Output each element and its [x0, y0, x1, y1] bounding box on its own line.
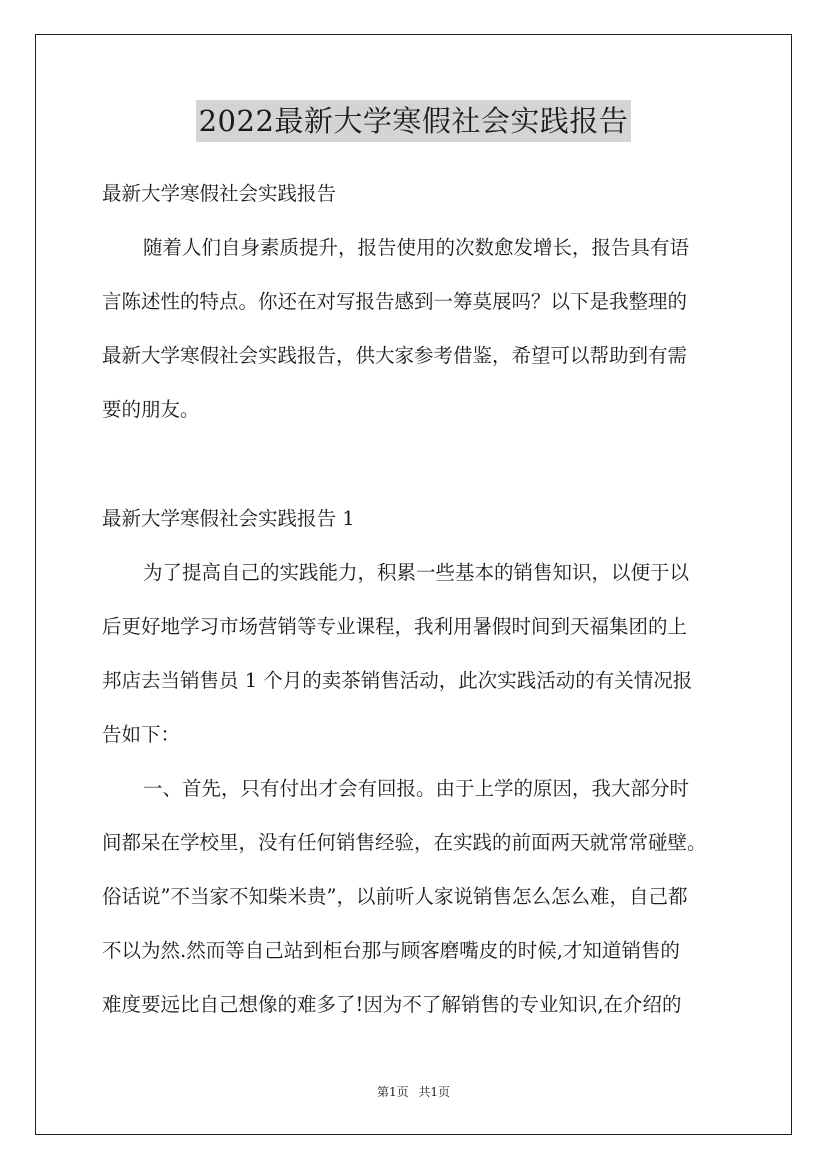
- para2-line-2: 间都呆在学校里，没有任何销售经验，在实践的前面两天就常常碰壁。: [102, 831, 707, 854]
- document-title: 2022最新大学寒假社会实践报告: [196, 100, 632, 142]
- para2-line-1: 一、首先，只有付出才会有回报。由于上学的原因，我大部分时: [143, 777, 690, 800]
- page-footer: [0, 1084, 827, 1100]
- page-total: 共1页: [418, 1085, 451, 1099]
- para1-line-3: 邦店去当销售员 1 个月的卖茶销售活动，此次实践活动的有关情况报: [102, 669, 693, 692]
- para1-line-4: 告如下：: [102, 723, 181, 746]
- intro-line-4: 要的朋友。: [102, 398, 200, 421]
- page-number: 第1页: [376, 1085, 409, 1099]
- section-heading: 最新大学寒假社会实践报告 1: [102, 507, 355, 530]
- intro-line-3: 最新大学寒假社会实践报告，供大家参考借鉴，希望可以帮助到有需: [102, 344, 688, 367]
- para1-line-1: 为了提高自己的实践能力，积累一些基本的销售知识，以便于以: [143, 561, 690, 584]
- intro-line-1: 随着人们自身素质提升，报告使用的次数愈发增长，报告具有语: [143, 236, 690, 259]
- para2-line-5: 难度要远比自己想像的难多了!因为不了解销售的专业知识,在介绍的: [102, 993, 682, 1016]
- para2-line-3: 俗话说”不当家不知柴米贵”，以前听人家说销售怎么怎么难，自己都: [102, 885, 688, 908]
- document-subtitle: 最新大学寒假社会实践报告: [102, 182, 337, 205]
- title-container: [0, 100, 827, 142]
- intro-line-2: 言陈述性的特点。你还在对写报告感到一筹莫展吗？以下是我整理的: [102, 290, 688, 313]
- para2-line-4: 不以为然.然而等自己站到柜台那与顾客磨嘴皮的时候,才知道销售的: [102, 939, 680, 962]
- para1-line-2: 后更好地学习市场营销等专业课程，我利用暑假时间到天福集团的上: [102, 615, 688, 638]
